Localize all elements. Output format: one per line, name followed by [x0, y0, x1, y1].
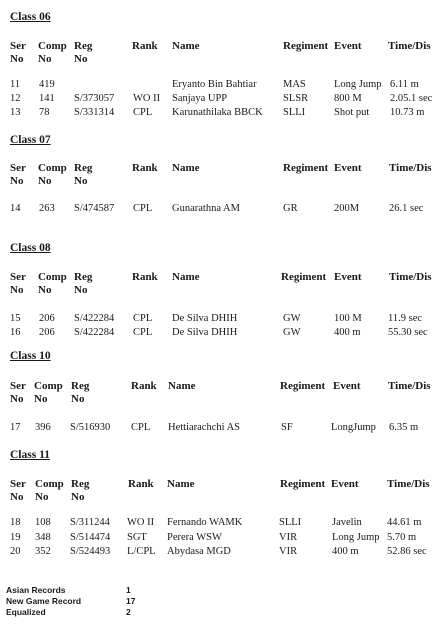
header-comp-no: No [35, 491, 49, 503]
cell-reg: S/422284 [74, 327, 115, 338]
cell-time: 52.86 sec [387, 546, 427, 557]
cell-event: 100 M [334, 313, 362, 324]
cell-event: Shot put [334, 107, 370, 118]
header-time: Time/Dis [389, 162, 432, 174]
cell-time: 26.1 sec [389, 203, 424, 214]
header-regiment: Regiment [280, 380, 326, 392]
header-event: Event [334, 162, 362, 174]
header-name: Name [168, 380, 196, 392]
header-name: Name [172, 271, 200, 283]
header-ser: Ser [10, 271, 26, 283]
cell-rank: WO II [133, 93, 161, 104]
cell-event: 200M [334, 203, 360, 214]
cell-name: Fernando WAMK [167, 517, 243, 528]
summary-label: Equalized [6, 607, 46, 617]
cell-comp: 263 [39, 203, 55, 214]
cell-time: 55.30 sec [388, 327, 428, 338]
summary-label: Asian Records [6, 585, 66, 595]
cell-event: Long Jump [332, 532, 380, 543]
header-reg-no: No [71, 491, 85, 503]
header-reg: Reg [74, 40, 93, 52]
header-comp: Comp [38, 40, 67, 52]
cell-reg: S/373057 [74, 93, 115, 104]
cell-reg: S/422284 [74, 313, 115, 324]
cell-ser: 15 [10, 313, 21, 324]
header-name: Name [172, 162, 200, 174]
header-time: Time/Dis [388, 380, 431, 392]
cell-reg: S/524493 [70, 546, 111, 557]
header-regiment: Regiment [280, 478, 326, 490]
header-comp: Comp [38, 271, 67, 283]
header-reg-no: No [74, 175, 88, 187]
cell-name: Gunarathna AM [172, 203, 240, 214]
cell-ser: 18 [10, 517, 21, 528]
cell-comp: 206 [39, 313, 55, 324]
header-name: Name [167, 478, 195, 490]
cell-comp: 108 [35, 517, 51, 528]
cell-ser: 17 [10, 422, 21, 433]
header-comp-no: No [38, 284, 52, 296]
header-regiment: Regiment [283, 162, 329, 174]
cell-rank: CPL [133, 313, 153, 324]
header-time: Time/Dis [388, 40, 431, 52]
header-reg-no: No [74, 284, 88, 296]
cell-ser: 16 [10, 327, 21, 338]
cell-reg: S/474587 [74, 203, 115, 214]
cell-event: LongJump [331, 422, 376, 433]
header-event: Event [333, 380, 361, 392]
header-comp-no: No [38, 175, 52, 187]
header-reg-no: No [71, 393, 85, 405]
header-ser-no: No [10, 491, 24, 503]
cell-name: Perera WSW [167, 532, 222, 543]
cell-regiment: VIR [279, 546, 298, 557]
cell-regiment: MAS [283, 79, 306, 90]
cell-event: 800 M [334, 93, 362, 104]
header-ser: Ser [10, 478, 26, 490]
header-comp-no: No [34, 393, 48, 405]
cell-reg: S/311244 [70, 517, 110, 528]
cell-name: Sanjaya UPP [172, 93, 228, 104]
header-comp: Comp [34, 380, 63, 392]
cell-name: Karunathilaka BBCK [172, 107, 263, 118]
header-rank: Rank [132, 271, 158, 283]
cell-name: Hettiarachchi AS [168, 422, 241, 433]
cell-name: De Silva DHIH [172, 327, 238, 338]
cell-time: 6.35 m [389, 422, 419, 433]
cell-regiment: GR [283, 203, 298, 214]
cell-ser: 11 [10, 79, 21, 90]
header-ser: Ser [10, 380, 26, 392]
header-event: Event [331, 478, 359, 490]
header-rank: Rank [131, 380, 157, 392]
cell-ser: 12 [10, 93, 21, 104]
cell-reg: S/331314 [74, 107, 115, 118]
header-ser: Ser [10, 40, 26, 52]
cell-ser: 13 [10, 107, 21, 118]
cell-time: 2.05.1 sec [390, 93, 433, 104]
cell-name: Abydasa MGD [167, 546, 231, 557]
header-time: Time/Dis [389, 271, 432, 283]
cell-time: 44.61 m [387, 517, 422, 528]
header-comp: Comp [38, 162, 67, 174]
cell-comp: 206 [39, 327, 55, 338]
cell-rank: SGT [127, 532, 147, 543]
class-title: Class 07 [10, 134, 51, 146]
header-event: Event [334, 271, 362, 283]
header-regiment: Regiment [281, 271, 327, 283]
cell-regiment: GW [283, 313, 301, 324]
header-rank: Rank [132, 162, 158, 174]
cell-event: 400 m [332, 546, 359, 557]
header-name: Name [172, 40, 200, 52]
cell-time: 5.70 m [387, 532, 417, 543]
cell-time: 11.9 sec [388, 313, 423, 324]
header-ser: Ser [10, 162, 26, 174]
header-time: Time/Dis [387, 478, 430, 490]
class-title: Class 06 [10, 11, 51, 23]
header-ser-no: No [10, 284, 24, 296]
header-rank: Rank [132, 40, 158, 52]
header-reg: Reg [74, 162, 93, 174]
summary-value: 1 [126, 585, 131, 595]
cell-comp: 348 [35, 532, 51, 543]
header-event: Event [334, 40, 362, 52]
cell-regiment: SLLI [283, 107, 306, 118]
class-title: Class 08 [10, 242, 51, 254]
cell-comp: 78 [39, 107, 50, 118]
cell-comp: 419 [39, 79, 55, 90]
cell-regiment: SLLI [279, 517, 302, 528]
header-comp: Comp [35, 478, 64, 490]
cell-regiment: SF [281, 422, 293, 433]
cell-rank: CPL [133, 203, 153, 214]
header-ser-no: No [10, 175, 24, 187]
cell-event: 400 m [334, 327, 361, 338]
summary-label: New Game Record [6, 596, 82, 606]
cell-rank: L/CPL [127, 546, 156, 557]
cell-regiment: SLSR [283, 93, 309, 104]
cell-time: 10.73 m [390, 107, 425, 118]
cell-comp: 352 [35, 546, 51, 557]
cell-rank: WO II [127, 517, 155, 528]
cell-reg: S/516930 [70, 422, 111, 433]
header-comp-no: No [38, 53, 52, 65]
cell-reg: S/514474 [70, 532, 111, 543]
class-title: Class 11 [10, 449, 50, 461]
header-ser-no: No [10, 393, 24, 405]
cell-comp: 396 [35, 422, 51, 433]
cell-time: 6.11 m [390, 79, 419, 90]
header-rank: Rank [128, 478, 154, 490]
cell-name: De Silva DHIH [172, 313, 238, 324]
cell-event: Long Jump [334, 79, 382, 90]
cell-comp: 141 [39, 93, 55, 104]
header-reg: Reg [71, 478, 90, 490]
cell-name: Eryanto Bin Bahtiar [172, 79, 257, 90]
class-title: Class 10 [10, 350, 51, 362]
cell-rank: CPL [133, 107, 153, 118]
summary-value: 17 [126, 596, 136, 606]
cell-ser: 19 [10, 532, 21, 543]
cell-event: Javelin [332, 517, 362, 528]
cell-ser: 20 [10, 546, 21, 557]
cell-regiment: GW [283, 327, 301, 338]
header-reg: Reg [71, 380, 90, 392]
header-ser-no: No [10, 53, 24, 65]
header-regiment: Regiment [283, 40, 329, 52]
cell-ser: 14 [10, 203, 21, 214]
summary-value: 2 [126, 607, 131, 617]
cell-rank: CPL [133, 327, 153, 338]
cell-regiment: VIR [279, 532, 298, 543]
header-reg: Reg [74, 271, 93, 283]
cell-rank: CPL [131, 422, 151, 433]
header-reg-no: No [74, 53, 88, 65]
